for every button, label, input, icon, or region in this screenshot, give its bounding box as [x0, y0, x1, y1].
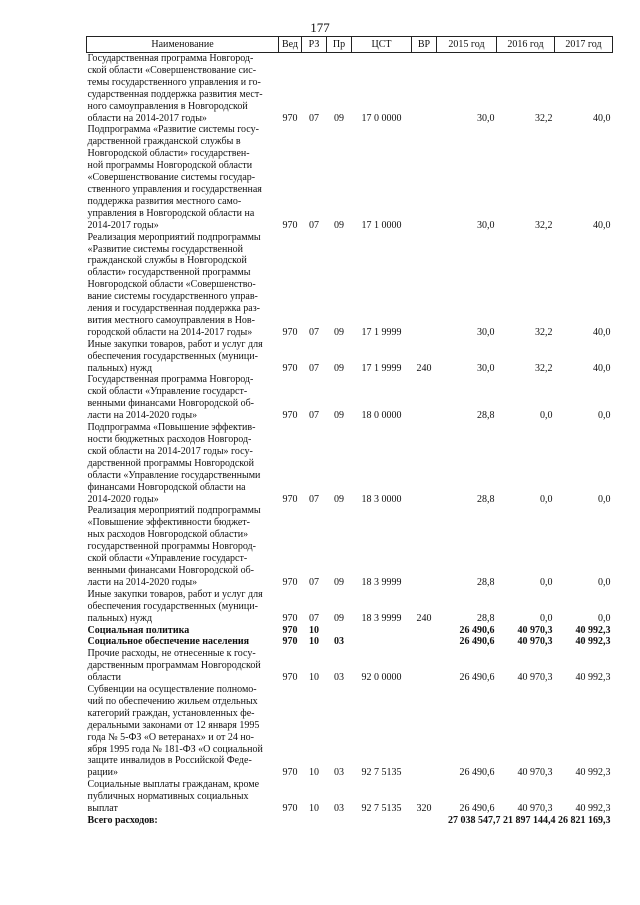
row-name-line: области	[87, 672, 121, 684]
table-row	[87, 684, 613, 779]
cell-y2016: 32,2	[535, 112, 553, 124]
col-header-ved: Вед	[279, 37, 302, 53]
row-name-line: гражданской службы в Новгородской	[87, 255, 247, 267]
cell-rz: 07	[309, 493, 319, 505]
cell-pr: 03	[334, 672, 344, 684]
cell-y2017: 0,0	[598, 493, 611, 505]
row-name-line: года № 5-ФЗ «О ветеранах» и от 24 но-	[87, 731, 255, 743]
row-name-line: Социальная политика	[87, 624, 190, 636]
row-name	[87, 589, 279, 625]
row-name	[87, 625, 279, 637]
cell-cst: 18 3 0000	[361, 493, 402, 505]
row-name-line: ской области «Управление государст-	[87, 553, 248, 565]
cell-y2016: 40 970,3	[517, 767, 553, 779]
row-name-line: Государственная программа Новгород-	[87, 53, 254, 64]
cell-vr	[412, 53, 437, 125]
row-name-line: Государственная программа Новгород-	[87, 374, 254, 386]
cell-y2015: 28,8	[477, 410, 495, 422]
table-row	[87, 779, 613, 815]
cell-y2015: 26 490,6	[459, 636, 495, 648]
row-name-line: ного самоуправления в Новгородской	[87, 100, 248, 112]
cell-y2016: 0,0	[540, 410, 553, 422]
cell-y2015: 30,0	[477, 326, 495, 338]
row-name-line: «Развитие системы государственной	[87, 243, 244, 255]
row-name-line: обеспечения государственных (муници-	[87, 350, 258, 362]
row-name-line: Новгородской области» государствен-	[87, 148, 250, 160]
row-name-line: обеспечения государственных (муници-	[87, 600, 258, 612]
cell-cst: 92 0 0000	[361, 672, 402, 684]
row-name-line: Реализация мероприятий подпрограммы	[87, 231, 261, 243]
row-name-line: сударственная поддержка развития мест-	[87, 88, 263, 100]
table-row	[87, 636, 613, 648]
row-name	[87, 648, 279, 684]
cell-ved: 970	[282, 636, 298, 648]
row-name-line: ября 1995 года № 181-ФЗ «О социальной	[87, 743, 263, 755]
row-name-line: венными финансами Новгородской об-	[87, 398, 255, 410]
cell-rz: 07	[309, 219, 319, 231]
row-name-line: ных расходов Новгородской области»	[87, 529, 249, 541]
cell-y2017: 0,0	[598, 576, 611, 588]
row-name	[87, 124, 279, 231]
cell-ved: 970	[282, 767, 298, 779]
row-name-line: управления в Новгородской области на	[87, 207, 255, 219]
cell-y2017: 40,0	[593, 326, 611, 338]
total-value: 27 038 547,7 21 897 144,4 26 821 169,3	[448, 815, 611, 826]
cell-ved: 970	[282, 672, 298, 684]
cell-pr: 09	[334, 410, 344, 422]
row-name-line: категорий граждан, установленных фе-	[87, 707, 255, 719]
cell-y2015: 30,0	[477, 112, 495, 124]
row-name-line: Социальные выплаты гражданам, кроме	[87, 779, 260, 791]
cell-y2015: 28,8	[477, 612, 495, 624]
row-name-line: «Совершенствование системы государ-	[87, 172, 256, 184]
expenditure-table	[86, 36, 613, 827]
cell-rz: 07	[309, 362, 319, 374]
row-name-line: ласти на 2014-2020 годы»	[87, 576, 198, 588]
cell-vr	[412, 625, 437, 637]
cell-ved: 970	[282, 362, 298, 374]
cell-y2015: 26 490,6	[459, 767, 495, 779]
row-name	[87, 505, 279, 588]
cell-vr: 240	[416, 362, 432, 374]
row-name-line: Иные закупки товаров, работ и услуг для	[87, 338, 263, 350]
cell-y2015: 26 490,6	[459, 803, 495, 815]
row-name	[87, 339, 279, 375]
row-name-line: 2014-2017 годы»	[87, 219, 159, 231]
cell-cst: 18 3 9999	[361, 576, 402, 588]
row-name-line: чий по обеспечению жильем отдельных	[87, 695, 258, 707]
cell-ved: 970	[282, 576, 298, 588]
table-row	[87, 232, 613, 339]
row-name-line: темы государственного управления и го-	[87, 76, 261, 88]
row-name-line: области «Управление государственными	[87, 469, 261, 481]
cell-cst: 17 1 0000	[361, 219, 402, 231]
row-name-line: ласти на 2014-2020 годы»	[87, 410, 198, 422]
row-name-line: финансами Новгородской области на	[87, 481, 246, 493]
cell-ved: 970	[282, 624, 298, 636]
cell-y2017: 40 992,3	[575, 624, 611, 636]
col-header-2015: 2015 год	[437, 37, 497, 53]
cell-pr: 09	[334, 326, 344, 338]
row-name-line: рации»	[87, 767, 118, 779]
cell-y2016: 32,2	[535, 219, 553, 231]
cell-pr	[327, 625, 352, 637]
cell-rz: 10	[309, 636, 319, 648]
table-row	[87, 505, 613, 588]
col-header-cst: ЦСТ	[352, 37, 412, 53]
cell-y2017: 0,0	[598, 612, 611, 624]
cell-y2016: 40 970,3	[517, 636, 553, 648]
cell-y2016: 40 970,3	[517, 672, 553, 684]
cell-rz: 10	[309, 672, 319, 684]
table-row	[87, 339, 613, 375]
cell-y2016: 32,2	[535, 326, 553, 338]
cell-y2015: 28,8	[477, 576, 495, 588]
row-name-line: пальных) нужд	[87, 612, 153, 624]
cell-y2017: 40,0	[593, 219, 611, 231]
cell-y2017: 40 992,3	[575, 672, 611, 684]
cell-y2017: 40,0	[593, 362, 611, 374]
cell-y2015: 30,0	[477, 219, 495, 231]
row-name-line: Подпрограмма «Развитие системы госу-	[87, 124, 259, 136]
cell-cst: 17 0 0000	[361, 112, 402, 124]
row-name-line: ственного управления и государственная	[87, 183, 262, 195]
row-name-line: области» государственной программы	[87, 267, 251, 279]
cell-cst: 92 7 5135	[361, 803, 402, 815]
cell-ved: 970	[282, 612, 298, 624]
row-name-line: ской области на 2014-2017 годы» госу-	[87, 445, 253, 457]
row-name-line: ности бюджетных расходов Новгород-	[87, 434, 252, 445]
row-name-line: вития местного самоуправления в Нов-	[87, 314, 255, 326]
col-header-2017: 2017 год	[555, 37, 613, 53]
row-name-line: деральными законами от 12 января 1995	[87, 719, 260, 731]
cell-pr: 03	[334, 636, 344, 648]
row-name-line: дарственной программы Новгородской	[87, 457, 254, 469]
cell-rz: 07	[309, 612, 319, 624]
row-name-line: ской области «Управление государст-	[87, 386, 248, 398]
cell-y2017: 40,0	[593, 112, 611, 124]
row-name	[87, 636, 279, 648]
cell-y2015: 26 490,6	[459, 624, 495, 636]
row-name	[87, 684, 279, 779]
cell-vr	[412, 648, 437, 684]
cell-y2016: 0,0	[540, 493, 553, 505]
cell-vr: 240	[416, 612, 432, 624]
cell-y2015: 28,8	[477, 493, 495, 505]
row-name-line: выплат	[87, 803, 118, 815]
row-name-line: Новгородской области «Совершенство-	[87, 279, 256, 291]
row-name-line: поддержка развития местного само-	[87, 195, 242, 207]
col-header-vr: ВР	[412, 37, 437, 53]
cell-cst: 17 1 9999	[361, 326, 402, 338]
cell-rz: 10	[309, 624, 319, 636]
row-name-line: области на 2014-2017 годы»	[87, 112, 207, 124]
table-row	[87, 625, 613, 637]
cell-y2016: 0,0	[540, 612, 553, 624]
row-name	[87, 232, 279, 339]
cell-pr: 09	[334, 612, 344, 624]
cell-cst	[352, 625, 412, 637]
row-name-line: Прочие расходы, не отнесенные к госу-	[87, 648, 256, 660]
cell-vr: 320	[416, 803, 432, 815]
cell-y2016: 0,0	[540, 576, 553, 588]
row-name-line: пальных) нужд	[87, 362, 153, 374]
row-name-line: Социальное обеспечение населения	[87, 636, 250, 648]
table-row	[87, 422, 613, 505]
row-name-line: Реализация мероприятий подпрограммы	[87, 505, 261, 517]
cell-rz: 07	[309, 410, 319, 422]
row-name-line: дарственной гражданской службы в	[87, 136, 241, 148]
cell-y2016: 32,2	[535, 362, 553, 374]
cell-y2016: 40 970,3	[517, 624, 553, 636]
row-name-line: Подпрограмма «Повышение эффектив-	[87, 422, 256, 434]
cell-y2016: 40 970,3	[517, 803, 553, 815]
cell-ved: 970	[282, 326, 298, 338]
cell-pr: 09	[334, 362, 344, 374]
row-name-line: ской области «Совершенствование сис-	[87, 64, 257, 76]
cell-vr	[412, 374, 437, 422]
cell-pr: 09	[334, 219, 344, 231]
cell-vr	[412, 505, 437, 588]
cell-cst: 17 1 9999	[361, 362, 402, 374]
cell-y2017: 0,0	[598, 410, 611, 422]
row-name-line: государственной программы Новгород-	[87, 541, 256, 553]
cell-cst: 18 3 9999	[361, 612, 402, 624]
cell-rz: 07	[309, 112, 319, 124]
cell-rz: 10	[309, 767, 319, 779]
cell-pr: 03	[334, 767, 344, 779]
row-name-line: Субвенции на осуществление полномо-	[87, 684, 257, 696]
cell-vr	[412, 684, 437, 779]
row-name-line: защите инвалидов в Российской Феде-	[87, 755, 252, 767]
row-name-line: ной программы Новгородской области	[87, 160, 253, 172]
row-name-line: 2014-2020 годы»	[87, 493, 159, 505]
cell-ved: 970	[282, 410, 298, 422]
col-header-name: Наименование	[87, 37, 279, 53]
table-row	[87, 124, 613, 231]
row-name-line: Иные закупки товаров, работ и услуг для	[87, 588, 263, 600]
cell-ved: 970	[282, 112, 298, 124]
cell-ved: 970	[282, 803, 298, 815]
row-name-line: дарственным программам Новгородской	[87, 660, 261, 672]
cell-ved: 970	[282, 493, 298, 505]
row-name-line: венными финансами Новгородской об-	[87, 564, 255, 576]
table-row	[87, 589, 613, 625]
page-number: 177	[310, 20, 330, 35]
row-name-line: вание системы государственного управ-	[87, 291, 258, 303]
row-name	[87, 779, 279, 815]
total-row	[87, 815, 613, 827]
cell-rz: 10	[309, 803, 319, 815]
cell-vr	[412, 422, 437, 505]
col-header-pr: Пр	[327, 37, 352, 53]
table-header	[87, 37, 613, 53]
cell-rz: 07	[309, 576, 319, 588]
cell-pr: 09	[334, 112, 344, 124]
row-name-line: публичных нормативных социальных	[87, 791, 249, 803]
cell-y2017: 40 992,3	[575, 636, 611, 648]
col-header-rz: РЗ	[302, 37, 327, 53]
cell-y2015: 26 490,6	[459, 672, 495, 684]
row-name	[87, 422, 279, 505]
cell-pr: 03	[334, 803, 344, 815]
row-name-line: городской области на 2014-2017 годы»	[87, 326, 253, 338]
cell-vr	[412, 124, 437, 231]
row-name-line: ления и государственная поддержка раз-	[87, 303, 260, 315]
cell-pr: 09	[334, 576, 344, 588]
col-header-2016: 2016 год	[497, 37, 555, 53]
row-name-line: «Повышение эффективности бюджет-	[87, 517, 250, 529]
cell-cst: 92 7 5135	[361, 767, 402, 779]
table-row	[87, 53, 613, 125]
cell-ved: 970	[282, 219, 298, 231]
total-label: Всего расходов:	[87, 815, 158, 826]
cell-y2015: 30,0	[477, 362, 495, 374]
cell-cst	[352, 636, 412, 648]
row-name	[87, 53, 279, 125]
cell-cst: 18 0 0000	[361, 410, 402, 422]
cell-rz: 07	[309, 326, 319, 338]
row-name	[87, 374, 279, 422]
table-row	[87, 374, 613, 422]
table-row	[87, 648, 613, 684]
cell-pr: 09	[334, 493, 344, 505]
cell-y2017: 40 992,3	[575, 803, 611, 815]
cell-vr	[412, 636, 437, 648]
cell-vr	[412, 232, 437, 339]
cell-y2017: 40 992,3	[575, 767, 611, 779]
